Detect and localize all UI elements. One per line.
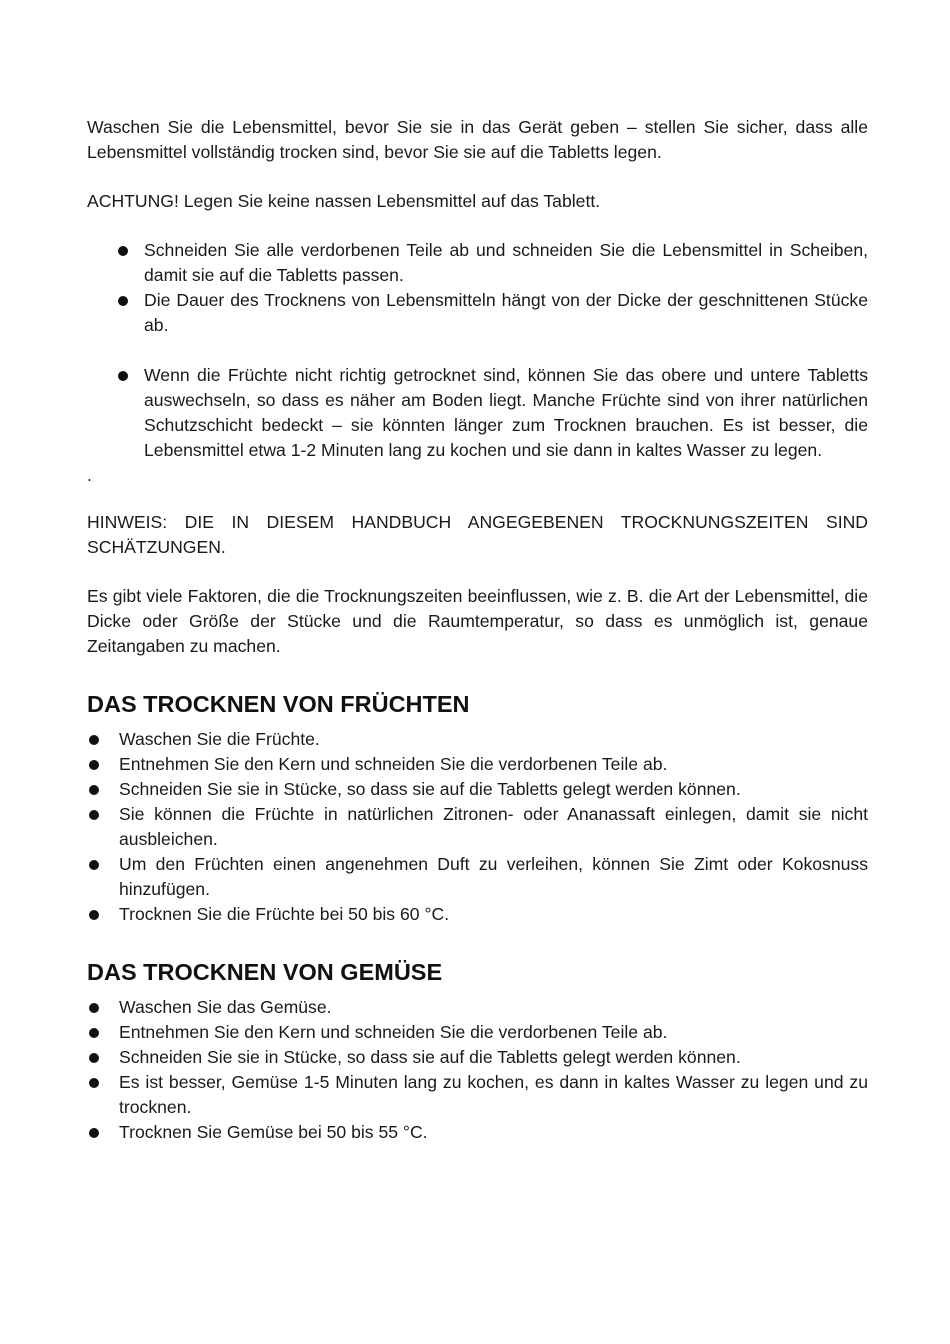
list-item: [87, 752, 868, 777]
list-item-text: Entnehmen Sie den Kern und schneiden Sie die verdorbenen Teile ab.: [119, 754, 668, 774]
list-item: [87, 1020, 868, 1045]
list-item-text: Entnehmen Sie den Kern und schneiden Sie die verdorbenen Teile ab.: [119, 1022, 668, 1042]
list-item: [87, 238, 868, 288]
list-item-text: Sie können die Früchte in natürlichen Zitronen- oder Ananassaft einlegen, damit sie nicht ausbleichen.: [119, 804, 868, 849]
list-item: [87, 777, 868, 802]
list-item-text: Schneiden Sie alle verdorbenen Teile ab und schneiden Sie die Lebensmittel in Scheiben, damit sie auf die Tabletts passen.: [144, 240, 868, 285]
list-item-text: Wenn die Früchte nicht richtig getrocknet sind, können Sie das obere und untere Tabletts auswechseln, so dass es näher am Boden liegt. Manche Früchte sind von ihrer natürlichen Schutzschicht bedeckt – sie könnten länger zum Trocknen brauchen. Es ist besser, die Lebensmittel etwa 1-2 Minuten lang zu kochen und sie dann in kaltes Wasser zu legen.: [144, 365, 868, 460]
bullet-icon: [89, 1053, 99, 1063]
bullet-icon: [89, 910, 99, 920]
list-item-text: Die Dauer des Trocknens von Lebensmitteln hängt von der Dicke der geschnittenen Stücke ab.: [144, 290, 868, 335]
note-text: HINWEIS: DIE IN DIESEM HANDBUCH ANGEGEBENEN TROCKNUNGSZEITEN SIND SCHÄTZUNGEN.: [87, 512, 868, 557]
preparation-list: [87, 238, 868, 463]
fruit-list: [87, 727, 868, 927]
list-item: [87, 1120, 868, 1145]
list-item: [87, 902, 868, 927]
list-item: [87, 995, 868, 1020]
bullet-icon: [89, 1078, 99, 1088]
bullet-icon: [118, 371, 128, 381]
list-item-text: Waschen Sie das Gemüse.: [119, 997, 332, 1017]
manual-page: [87, 115, 868, 1145]
bullet-icon: [118, 296, 128, 306]
list-item-text: Trocknen Sie die Früchte bei 50 bis 60 °C.: [119, 904, 450, 924]
list-item: [87, 1045, 868, 1070]
warning-text: ACHTUNG! Legen Sie keine nassen Lebensmittel auf das Tablett.: [87, 191, 601, 211]
stray-dot: .: [87, 465, 92, 485]
vegetable-section-heading: DAS TROCKNEN VON GEMÜSE: [87, 959, 443, 985]
list-item-text: Schneiden Sie sie in Stücke, so dass sie auf die Tabletts gelegt werden können.: [119, 779, 741, 799]
bullet-icon: [89, 860, 99, 870]
list-item: [87, 363, 868, 463]
factors-paragraph: Es gibt viele Faktoren, die die Trocknungszeiten beeinflussen, wie z. B. die Art der Lebensmittel, die Dicke oder Größe der Stücke und die Raumtemperatur, so dass es unmöglich ist, genaue Zeitangaben zu machen.: [87, 586, 868, 656]
bullet-icon: [118, 246, 128, 256]
bullet-icon: [89, 760, 99, 770]
bullet-icon: [89, 1003, 99, 1013]
list-item-text: Schneiden Sie sie in Stücke, so dass sie auf die Tabletts gelegt werden können.: [119, 1047, 741, 1067]
intro-paragraph: Waschen Sie die Lebensmittel, bevor Sie sie in das Gerät geben – stellen Sie sicher, dass alle Lebensmittel vollständig trocken sind, bevor Sie sie auf die Tabletts legen.: [87, 117, 868, 162]
list-item-text: Waschen Sie die Früchte.: [119, 729, 320, 749]
list-item-text: Um den Früchten einen angenehmen Duft zu verleihen, können Sie Zimt oder Kokosnuss hinzufügen.: [119, 854, 868, 899]
bullet-icon: [89, 785, 99, 795]
list-item: [87, 288, 868, 338]
list-item: [87, 852, 868, 902]
bullet-icon: [89, 735, 99, 745]
vegetable-list: [87, 995, 868, 1145]
list-item: [87, 802, 868, 852]
fruit-section-heading: DAS TROCKNEN VON FRÜCHTEN: [87, 691, 470, 717]
bullet-icon: [89, 1128, 99, 1138]
list-item-text: Es ist besser, Gemüse 1-5 Minuten lang zu kochen, es dann in kaltes Wasser zu legen und zu trocknen.: [119, 1072, 868, 1117]
list-item: [87, 1070, 868, 1120]
bullet-icon: [89, 810, 99, 820]
bullet-icon: [89, 1028, 99, 1038]
list-item-text: Trocknen Sie Gemüse bei 50 bis 55 °C.: [119, 1122, 428, 1142]
list-item: [87, 727, 868, 752]
